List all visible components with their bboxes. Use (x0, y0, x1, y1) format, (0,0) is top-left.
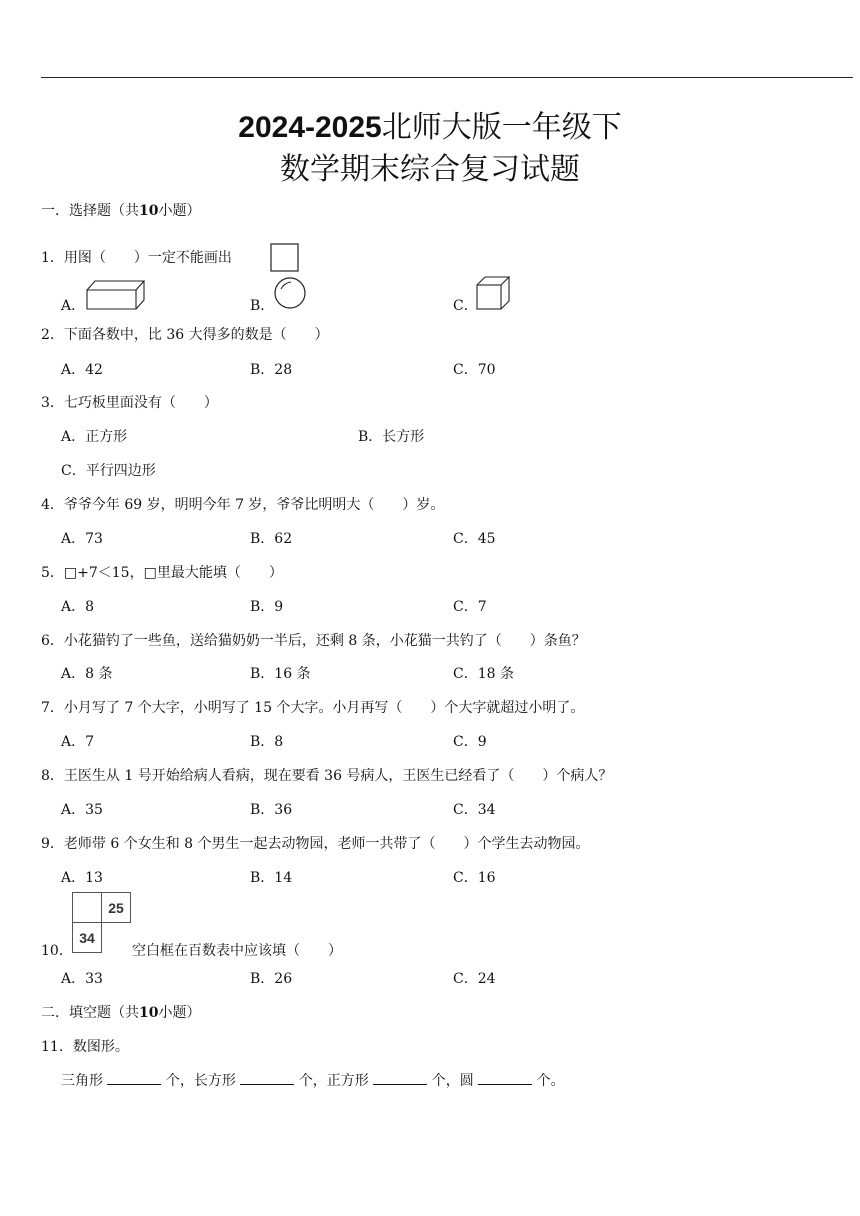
question-5-option-a[interactable]: A．8 (61, 599, 95, 615)
question-8-option-c[interactable]: C．34 (453, 802, 496, 818)
question-3-option-a[interactable]: A．正方形 (61, 429, 128, 445)
page-subtitle: 数学期末综合复习试题 (280, 152, 580, 187)
cuboid-figure (85, 278, 147, 312)
question-11-fill-line: 三角形 个，长方形 个，正方形 个，圆 个。 (61, 1070, 565, 1091)
hundred-chart-blank-cell (72, 892, 102, 923)
sphere-figure (273, 277, 309, 311)
question-5: 5．□+7＜15，□里最大能填（ ） (41, 565, 283, 581)
question-2-option-a[interactable]: A．42 (61, 362, 103, 378)
question-1: 1．用图（ ）一定不能画出 (41, 250, 232, 266)
question-9-option-a[interactable]: A．13 (61, 870, 103, 886)
section-heading-fill: 二．填空题（共10小题） (41, 1005, 201, 1021)
question-8-option-b[interactable]: B．36 (250, 802, 293, 818)
answer-blank[interactable] (373, 1070, 427, 1085)
question-6-option-c[interactable]: C．18 条 (453, 666, 514, 682)
question-4-option-c[interactable]: C．45 (453, 531, 496, 547)
question-10: 空白框在百数表中应该填（ ） (132, 943, 342, 959)
question-3-option-b[interactable]: B．长方形 (358, 429, 425, 445)
question-1-option-b[interactable]: B． (250, 298, 275, 314)
title-year: 2024-2025 (238, 111, 382, 144)
question-2-option-b[interactable]: B．28 (250, 362, 293, 378)
answer-blank[interactable] (478, 1070, 532, 1085)
question-7-option-b[interactable]: B．8 (250, 734, 284, 750)
question-1-option-c[interactable]: C． (453, 298, 478, 314)
cube-figure (475, 275, 513, 311)
question-5-option-b[interactable]: B．9 (250, 599, 284, 615)
question-2: 2．下面各数中，比 36 大得多的数是（ ） (41, 327, 329, 343)
question-1-option-a[interactable]: A． (61, 298, 86, 314)
question-6: 6．小花猫钓了一些鱼，送给猫奶奶一半后，还剩 8 条，小花猫一共钓了（ ）条鱼？ (41, 633, 586, 649)
question-9-option-c[interactable]: C．16 (453, 870, 496, 886)
question-10-option-a[interactable]: A．33 (61, 971, 103, 987)
question-6-option-b[interactable]: B．16 条 (250, 666, 311, 682)
title-text: 北师大版一年级下 (381, 110, 622, 145)
answer-blank[interactable] (240, 1070, 294, 1085)
question-4-option-b[interactable]: B．62 (250, 531, 293, 547)
hundred-chart-cell: 25 (101, 892, 131, 923)
question-8: 8．王医生从 1 号开始给病人看病，现在要看 36 号病人，王医生已经看了（ ）个病人？ (41, 768, 613, 784)
question-6-option-a[interactable]: A．8 条 (61, 666, 113, 682)
page-title (0, 108, 860, 148)
answer-blank[interactable] (107, 1070, 161, 1085)
question-9: 9．老师带 6 个女生和 8 个男生一起去动物园，老师一共带了（ ）个学生去动物园。 (41, 836, 590, 852)
question-4-option-a[interactable]: A．73 (61, 531, 103, 547)
question-10-option-b[interactable]: B．26 (250, 971, 293, 987)
hundred-chart-cell: 34 (72, 922, 102, 953)
question-5-option-c[interactable]: C．7 (453, 599, 487, 615)
question-11: 11．数图形。 (41, 1039, 129, 1055)
question-4: 4．爷爷今年 69 岁，明明今年 7 岁，爷爷比明明大（ ）岁。 (41, 497, 445, 513)
question-10-option-c[interactable]: C．24 (453, 971, 496, 987)
section-heading-choice: 一．选择题（共10小题） (41, 203, 201, 219)
question-7-option-a[interactable]: A．7 (61, 734, 95, 750)
header-rule (41, 77, 853, 78)
question-7-option-c[interactable]: C．9 (453, 734, 487, 750)
question-9-option-b[interactable]: B．14 (250, 870, 293, 886)
question-10-number: 10． (41, 943, 73, 959)
question-3-option-c[interactable]: C．平行四边形 (61, 463, 156, 479)
question-2-option-c[interactable]: C．70 (453, 362, 496, 378)
question-3: 3．七巧板里面没有（ ） (41, 395, 218, 411)
question-8-option-a[interactable]: A．35 (61, 802, 103, 818)
square-shape-figure (270, 243, 300, 273)
question-7: 7．小月写了 7 个大字，小明写了 15 个大字。小月再写（ ）个大字就超过小明了。 (41, 700, 585, 716)
